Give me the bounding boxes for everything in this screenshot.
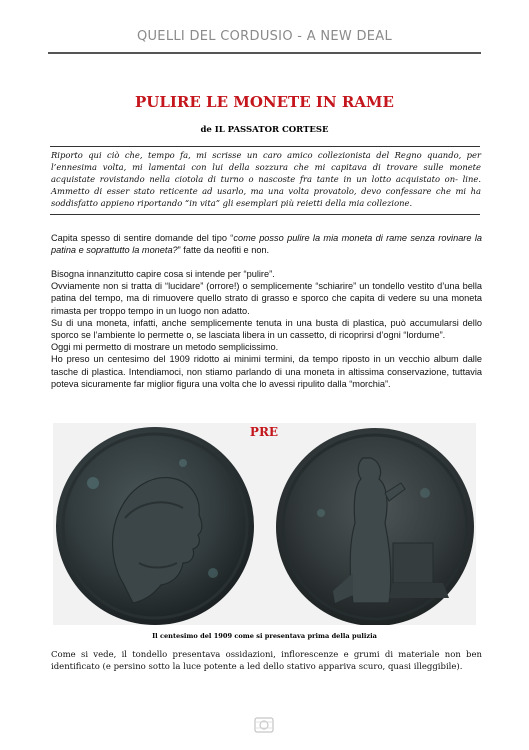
coin-obverse xyxy=(56,427,254,625)
intro-bottom-rule xyxy=(50,214,480,215)
article-title: PULIRE LE MONETE IN RAME xyxy=(135,93,394,111)
image-caption: Il centesimo del 1909 come si presentava prima della pulizia xyxy=(152,632,377,640)
intro-quote: Riporto qui ciò che, tempo fa, mi scrisse un caro amico collezionista del Regno quando, per l’ennesima volta, mi lamentai con lui della sozzura che mi capitava di trovare sulle monete acquistate rovistando nella ciotola di turno o nascoste fra tante in un lotto acquistato on- line. Ammetto di esser stato reticente ad usarlo, ma una volta provatolo, devo confessare che mi ha soddisfatto appieno riportando “in vita” gli esemplari più reietti della mia collezione. xyxy=(51,150,481,208)
question-text-end: ” fatte da neofiti e non. xyxy=(177,245,270,256)
paragraph: Bisogna innanzitutto capire cosa si intende per “pulire”. xyxy=(51,269,275,279)
paragraph: Ovviamente non si tratta di “lucidare” (orrore!) o semplicemente “schiarire” un tondello vestito d’una bella patina del tempo, ma di rimuovere quello strato di grasso e sporco che capita di vedere su una moneta rimasta per troppo tempo in un luogo non adatto. xyxy=(51,281,482,316)
article-byline: de IL PASSATOR CORTESE xyxy=(200,125,329,135)
closing-paragraph: Come si vede, il tondello presentava ossidazioni, inflorescenze e grumi di materiale non ben identificato (e persino sotto la luce potente a led dello stativo appariva scuro, quasi illeggibile). xyxy=(51,650,482,672)
logo-icon xyxy=(253,714,275,736)
paragraph: Oggi mi permetto di mostrare un metodo semplicissimo. xyxy=(51,342,279,353)
paragraph: Su di una moneta, infatti, anche semplicemente tenuta in una busta di plastica, può accumularsi dello sporco se l’ambiente lo permette o, se lasciata libera in un cassetto, di ricoprirsi d’ogni “lordume”. xyxy=(51,317,482,341)
question-quote: come posso pulire la mia moneta di rame senza rovinare la patina e soprattutto la moneta? xyxy=(51,233,482,256)
header-divider xyxy=(48,52,481,54)
paragraph: Ho preso un centesimo del 1909 ridotto ai minimi termini, da tempo riposto in un vecchio album dalle tasche di plastica. Intendiamoci, non stiamo parlando di una moneta in altissima conservazione, tuttavia poteva sicuramente far miglior figura una volta che lo avessi ripulito dalla “morchia”. xyxy=(51,354,482,389)
pre-label: PRE xyxy=(249,425,279,439)
question-paragraph xyxy=(51,232,482,256)
intro-top-rule xyxy=(50,146,480,147)
question-text-start: Capita spesso di sentire domande del tipo “ xyxy=(51,233,234,243)
body-paragraphs xyxy=(51,268,482,390)
coin-photo xyxy=(53,423,476,625)
coin-reverse xyxy=(276,428,474,625)
running-header: QUELLI DEL CORDUSIO - A NEW DEAL xyxy=(136,29,393,44)
